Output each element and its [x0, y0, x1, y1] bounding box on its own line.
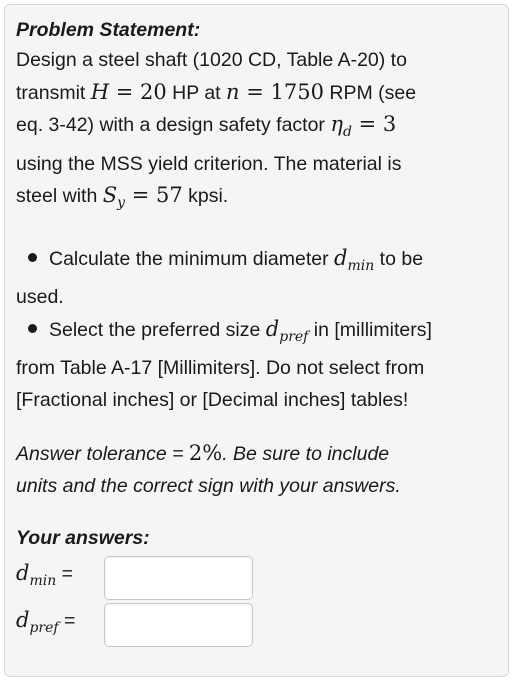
text: HP at [166, 81, 227, 104]
yield-strength-subscript: y [117, 195, 126, 211]
text: steel with [16, 185, 103, 207]
dpref-label [16, 605, 104, 645]
spacer [16, 502, 497, 523]
text: RPM (see [323, 81, 417, 104]
task-2-cont-2: [Fractional inches] or [Decimal inches] tables! [16, 388, 409, 411]
dpref-symbol: d [265, 316, 280, 341]
power-value: = 20 [109, 79, 167, 104]
tolerance-note [16, 438, 497, 502]
dmin-input[interactable] [104, 556, 253, 600]
dmin-subscript: min [347, 257, 375, 274]
task-2 [16, 314, 497, 354]
problem-statement [16, 45, 497, 220]
tolerance-value: 2% [188, 441, 223, 465]
yield-strength-value: = 57 [125, 183, 183, 207]
statement-line-5 [16, 180, 497, 220]
dmin-symbol: d [334, 245, 348, 270]
statement-line-4: using the MSS yield criterion. The material is [16, 152, 402, 175]
dmin-label-symbol: d [16, 561, 30, 586]
text: eq. 3-42) with a design safety factor [16, 114, 331, 136]
statement-line-1: Design a steel shaft (1020 CD, Table A-20) to [16, 49, 407, 71]
spacer [16, 220, 497, 243]
tolerance-line-1 [16, 438, 497, 471]
dpref-label-equals: = [58, 610, 76, 633]
safety-factor-symbol: η [330, 112, 343, 136]
dmin-label [16, 558, 104, 598]
spacer [16, 416, 497, 438]
text: . Be sure to include [222, 443, 390, 465]
dpref-subscript: pref [279, 328, 309, 345]
text: to be [374, 247, 424, 270]
task-list [16, 243, 497, 417]
dmin-label-subscript: min [29, 573, 57, 590]
safety-factor-value: = 3 [351, 112, 397, 136]
text: Answer tolerance = [16, 443, 189, 465]
task-1-cont: used. [16, 286, 64, 308]
tolerance-line-2: units and the correct sign with your answers. [16, 474, 401, 497]
dmin-label-equals: = [56, 563, 74, 586]
answers-section [16, 523, 497, 647]
text: Calculate the minimum diameter [49, 247, 335, 270]
text: in [millimiters] [308, 318, 432, 341]
problem-heading: Problem Statement: [16, 19, 201, 41]
text: Select the preferred size [49, 318, 266, 341]
problem-card [4, 4, 509, 677]
task-2-cont-1: from Table A-17 [Millimiters]. Do not select from [16, 357, 425, 379]
speed-symbol: n [226, 79, 240, 104]
dpref-label-subscript: pref [29, 620, 59, 637]
answer-row-dmin [16, 556, 497, 600]
power-symbol: H [90, 79, 110, 104]
bullet-icon [28, 324, 37, 333]
bullet-icon [28, 253, 37, 262]
dpref-label-symbol: d [16, 608, 30, 633]
statement-line-2 [16, 77, 497, 110]
text: transmit [16, 81, 91, 104]
answer-row-dpref [16, 603, 497, 647]
answers-heading: Your answers: [16, 527, 150, 549]
safety-factor-subscript: d [342, 124, 352, 140]
speed-value: = 1750 [239, 79, 324, 104]
task-1 [16, 243, 497, 283]
dpref-input[interactable] [104, 603, 253, 647]
yield-strength-symbol: S [102, 183, 118, 207]
statement-line-3 [16, 109, 497, 149]
text: kpsi. [182, 185, 229, 207]
